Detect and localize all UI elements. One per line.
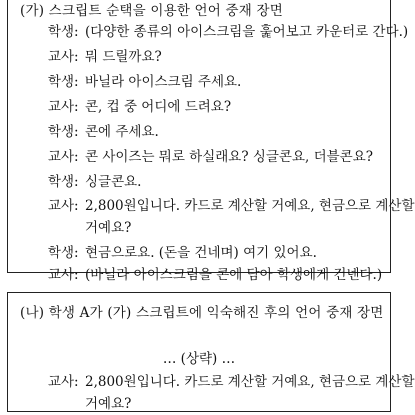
speaker-label: 교사 xyxy=(47,198,74,214)
script-box-b xyxy=(7,292,415,412)
speaker-separator: : xyxy=(74,24,79,40)
omitted-marker: … (상략) … xyxy=(162,351,236,367)
utterance: 싱글콘요. xyxy=(85,174,142,190)
speaker-label: 교사 xyxy=(47,267,74,283)
speaker-separator: : xyxy=(74,374,79,390)
dialogue-line xyxy=(8,371,415,393)
speaker-label: 학생 xyxy=(47,24,74,40)
utterance: 바닐라 아이스크림 주세요. xyxy=(85,74,242,90)
utterance: 2,800원입니다. 카드로 계산할 거예요, 현금으로 계산할 xyxy=(85,198,415,214)
dialogue-line xyxy=(8,21,409,43)
speaker-label: 교사 xyxy=(47,149,74,165)
utterance: 뭐 드릴까요? xyxy=(85,49,162,65)
dialogue-line xyxy=(8,195,415,217)
dialogue-line xyxy=(8,242,386,264)
dialogue-line xyxy=(8,96,386,118)
box-b-title: (나) 학생 A가 (가) 스크립트에 익숙해진 후의 언어 중재 장면 xyxy=(20,305,384,321)
utterance: 콘, 컵 중 어디에 드려요? xyxy=(85,99,232,115)
box-a-title: (가) 스크립트 순택을 이용한 언어 중재 장면 xyxy=(20,3,283,19)
utterance: (다양한 종류의 아이스크림을 훑어보고 카운터로 간다.) xyxy=(85,24,409,40)
speaker-label: 학생 xyxy=(47,174,74,190)
utterance: 콘에 주세요. xyxy=(85,124,159,140)
speaker-label: 학생 xyxy=(47,74,74,90)
speaker-separator: : xyxy=(74,149,79,165)
utterance-continuation: 거예요? xyxy=(85,220,132,236)
dialogue-line xyxy=(8,46,386,68)
speaker-label: 학생 xyxy=(47,124,74,140)
dialogue-line xyxy=(8,146,386,168)
speaker-separator: : xyxy=(74,174,79,190)
speaker-label: 교사 xyxy=(47,374,74,390)
speaker-separator: : xyxy=(74,245,79,261)
utterance: 현금으로요. (돈을 건네며) 여기 있어요. xyxy=(85,245,317,261)
utterance-continuation: 거예요? xyxy=(85,396,132,412)
dialogue-line-continuation xyxy=(8,217,386,239)
speaker-separator: : xyxy=(74,198,79,214)
utterance: (바닐라 아이스크림을 콘에 담아 학생에게 건넨다.) xyxy=(85,267,383,283)
dialogue-line xyxy=(8,71,386,93)
speaker-separator: : xyxy=(74,49,79,65)
utterance: 2,800원입니다. 카드로 계산할 거예요, 현금으로 계산할 xyxy=(85,374,415,390)
script-box-a xyxy=(7,0,415,283)
speaker-label: 학생 xyxy=(47,245,74,261)
speaker-separator: : xyxy=(74,74,79,90)
dialogue-line xyxy=(8,171,386,193)
speaker-separator: : xyxy=(74,124,79,140)
speaker-separator: : xyxy=(74,267,79,283)
speaker-label: 교사 xyxy=(47,49,74,65)
speaker-separator: : xyxy=(74,99,79,115)
dialogue-line xyxy=(8,121,386,143)
speaker-label: 교사 xyxy=(47,99,74,115)
utterance: 콘 사이즈는 뭐로 하실래요? 싱글콘요, 더블콘요? xyxy=(85,149,374,165)
dialogue-line-continuation xyxy=(8,393,386,415)
dialogue-line xyxy=(8,264,386,286)
